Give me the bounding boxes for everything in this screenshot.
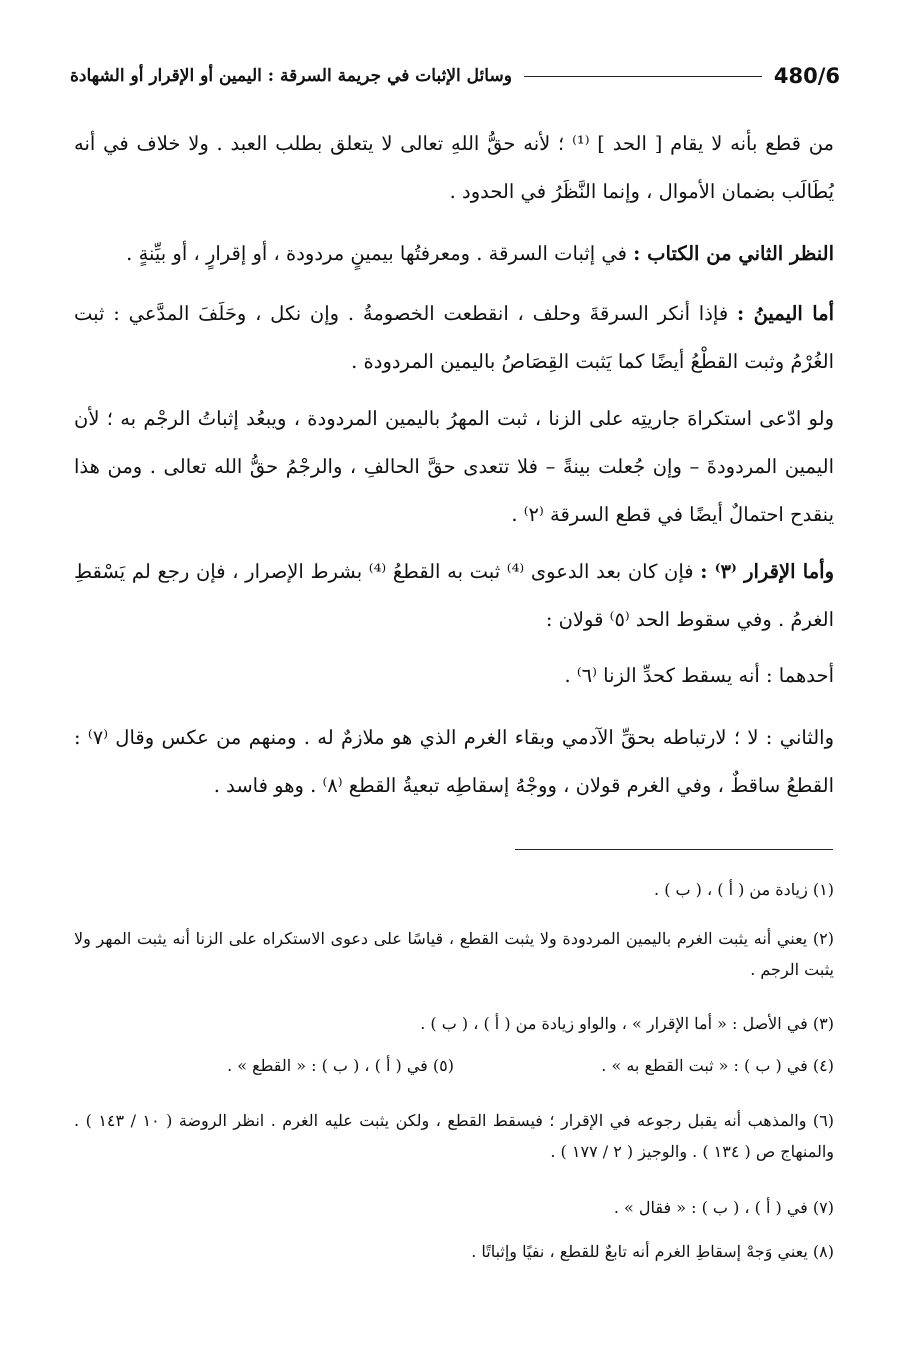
paragraph-7 (74, 714, 834, 810)
paragraph-3 (74, 290, 834, 386)
running-title: وسائل الإثبات في جريمة السرقة : اليمين أو الإقرار أو الشهادة (70, 66, 512, 86)
paragraph-6 (74, 652, 834, 700)
paragraph-1-text: من قطع بأنه لا يقام [ الحد ] ⁽¹⁾ ؛ لأنه حقُّ اللهِ تعالى لا يتعلق بطلب العبد . ولا خلاف في أنه يُطَالَب بضمان الأموال ، وإنما النَّظَرُ في الحدود . (74, 132, 835, 203)
footnote-5-text: (٥) في ( أ ) ، ( ب ) : « القطع » . (227, 1056, 454, 1075)
footnote-separator (515, 849, 833, 850)
footnote-4-text: (٤) في ( ب ) : « ثبت القطع به » . (601, 1056, 834, 1075)
paragraph-6-text: أحدهما : أنه يسقط كحدِّ الزنا ⁽٦⁾ . (564, 664, 834, 687)
paragraph-4 (74, 395, 834, 539)
footnote-2-text: (٢) يعني أنه يثبت الغرم باليمين المردودة ولا يثبت القطع ، قياسًا على دعوى الاستكراه على الزنا أنه يثبت المهر ولا يثبت الرجم . (74, 929, 834, 979)
heading-oath: أما اليمينُ : (736, 302, 835, 325)
header-rule (524, 76, 762, 77)
footnote-3 (74, 1008, 834, 1039)
footnote-1 (74, 874, 834, 905)
page-header (70, 60, 840, 92)
footnote-6-text: (٦) والمذهب أنه يقبل رجوعه في الإقرار ؛ فيسقط القطع ، ولكن يثبت عليه الغرم . انظر الروضة ( ١٠ / ١٤٣ ) . والمنهاج ص ( ١٣٤ ) . والوجيز ( ٢ / ١٧٧ ) . (74, 1111, 835, 1161)
paragraph-7-text: والثاني : لا ؛ لارتباطه بحقِّ الآدمي وبقاء الغرم الذي هو ملازمٌ له . ومنهم من عكس وقال ⁽٧⁾ : القطعُ ساقطٌ ، وفي الغرم قولان ، ووجْهُ إسقاطِه تبعيةُ القطع ⁽٨⁾ . وهو فاسد . (74, 726, 834, 797)
footnote-7 (74, 1192, 834, 1223)
footnote-8-text: (٨) يعني وَجهْ إسقاطِ الغرم أنه تابعٌ للقطع ، نفيًا وإثباتًا . (471, 1242, 834, 1261)
paragraph-5-text: فإن كان بعد الدعوى ⁽⁴⁾ ثبت به القطعُ ⁽⁴⁾ بشرط الإصرار ، فإن رجع لم يَسْقطِ الغرمُ . وفي سقوط الحد ⁽٥⁾ قولان : (74, 560, 834, 631)
footnote-4-5-row (74, 1050, 834, 1081)
footnote-8 (74, 1236, 834, 1267)
footnote-7-text: (٧) في ( أ ) ، ( ب ) : « فقال » . (613, 1198, 834, 1217)
paragraph-1 (74, 120, 834, 216)
footnote-1-text: (١) زيادة من ( أ ) ، ( ب ) . (654, 880, 834, 899)
paragraph-2 (74, 230, 834, 278)
heading-confession: وأما الإقرار ⁽٣⁾ : (700, 560, 835, 583)
paragraph-2-text: في إثبات السرقة . ومعرفتُها بيمينٍ مردودة ، أو إقرارٍ ، أو بيِّنةٍ . (126, 242, 627, 265)
section-heading-proof: النظر الثاني من الكتاب : (633, 242, 834, 265)
page-number: 480/6 (773, 64, 840, 88)
footnote-2 (74, 923, 834, 985)
paragraph-4-text: ولو ادّعى استكراهَ جاريتِه على الزنا ، ثبت المهرُ باليمين المردودة ، ويبعُد إثباتُ الرجْم به ؛ لأن اليمين المردودةَ – وإن جُعلت بينةً – فلا تتعدى حقَّ الحالفِ ، والرجْمُ حقُّ الله تعالى . ومن هذا ينقدح احتمالٌ أيضًا في قطع السرقة ⁽٢⁾ . (74, 407, 834, 526)
footnote-6 (74, 1105, 834, 1167)
footnote-3-text: (٣) في الأصل : « أما الإقرار » ، والواو زيادة من ( أ ) ، ( ب ) . (420, 1014, 834, 1033)
paragraph-5 (74, 548, 834, 644)
paragraph-3-text: فإذا أنكر السرقةَ وحلف ، انقطعت الخصومةُ . وإن نكل ، وحَلَفَ المدَّعي : ثبت الغُرْمُ وثبت القطْعُ أيضًا كما يَثبت القِصَاصُ باليمين المردودة . (74, 302, 834, 373)
